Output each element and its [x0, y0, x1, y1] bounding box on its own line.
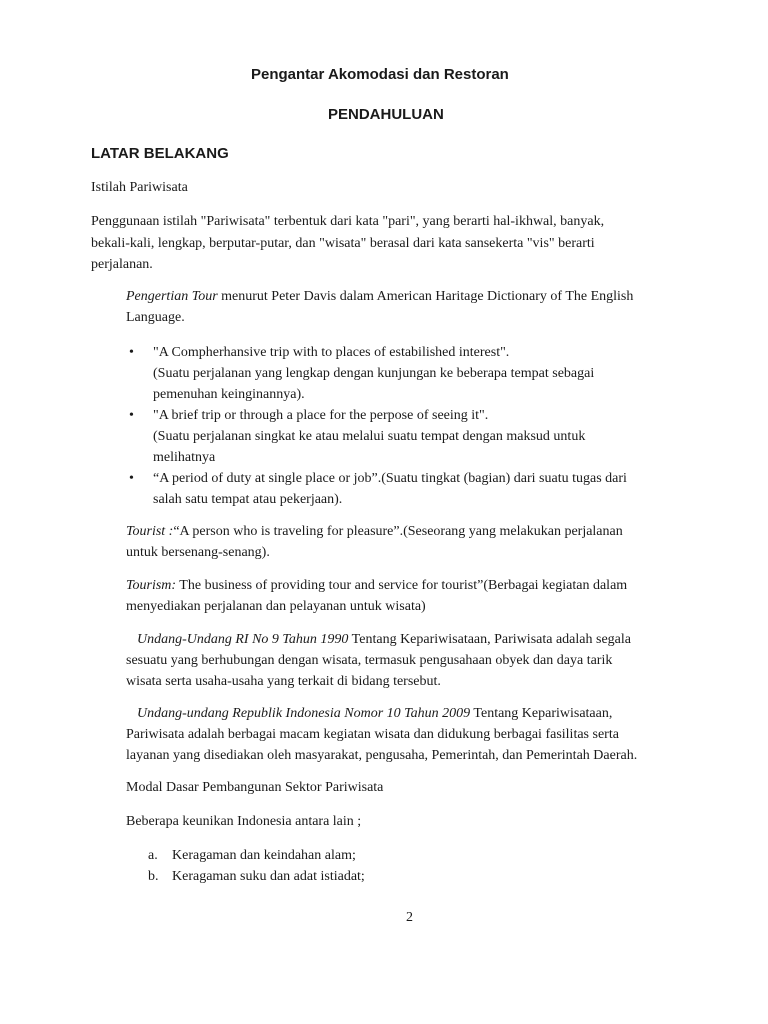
- uu-1990-term: Undang-Undang RI No 9 Tahun 1990: [137, 632, 349, 647]
- list-letter-b: b.: [148, 869, 159, 884]
- bullet-3-line-2: salah satu tempat atau pekerjaan).: [153, 492, 343, 507]
- list-letter-a: a.: [148, 848, 158, 863]
- bullet-1-line-2: (Suatu perjalanan yang lengkap dengan kunjungan ke beberapa tempat sebagai: [153, 366, 595, 381]
- uu-2009-line-1: [137, 703, 612, 724]
- bullet-3-symbol: •: [129, 471, 134, 486]
- section-heading: LATAR BELAKANG: [91, 145, 229, 162]
- tour-term: Pengertian Tour: [126, 289, 218, 304]
- keunikan-intro: Beberapa keunikan Indonesia antara lain ;: [126, 814, 362, 829]
- bullet-1-line-3: pemenuhan keinginannya).: [153, 387, 305, 402]
- document-subtitle: PENDAHULUAN: [328, 106, 444, 123]
- document-title: Pengantar Akomodasi dan Restoran: [251, 66, 509, 83]
- intro-line-3: perjalanan.: [91, 257, 153, 272]
- page-number: 2: [406, 910, 413, 925]
- bullet-1-symbol: •: [129, 345, 134, 360]
- tourist-definition-text: “A person who is traveling for pleasure”.(Seseorang yang melakukan perjalanan: [173, 524, 623, 539]
- tour-definition-line-2: Language.: [126, 310, 185, 325]
- uu-1990-line-1: [137, 629, 631, 650]
- tourism-definition-line-2: menyediakan perjalanan dan pelayanan untuk wisata): [126, 599, 426, 614]
- bullet-2-symbol: •: [129, 408, 134, 423]
- uu-2009-term: Undang-undang Republik Indonesia Nomor 10 Tahun 2009: [137, 706, 471, 721]
- tour-definition-line-1: [126, 286, 633, 307]
- bullet-2-line-3: melihatnya: [153, 450, 216, 465]
- bullet-2-line-1: "A brief trip or through a place for the perpose of seeing it".: [153, 408, 489, 423]
- modal-heading: Modal Dasar Pembangunan Sektor Pariwisata: [126, 780, 384, 795]
- uu-1990-text: Tentang Kepariwisataan, Pariwisata adalah segala: [348, 632, 631, 647]
- intro-line-2: bekali-kali, lengkap, berputar-putar, dan "wisata" berasal dari kata sansekerta "vis" berarti: [91, 236, 595, 251]
- list-item-a: Keragaman dan keindahan alam;: [172, 848, 356, 863]
- uu-1990-line-3: wisata serta usaha-usaha yang terkait di bidang tersebut.: [126, 674, 441, 689]
- uu-2009-line-2: Pariwisata adalah berbagai macam kegiatan wisata dan didukung berbagai fasilitas serta: [126, 727, 619, 742]
- bullet-2-line-2: (Suatu perjalanan singkat ke atau melalui suatu tempat dengan maksud untuk: [153, 429, 586, 444]
- bullet-1-line-1: "A Compherhansive trip with to places of estabilished interest".: [153, 345, 510, 360]
- list-item-b: Keragaman suku dan adat istiadat;: [172, 869, 365, 884]
- tour-definition-text: menurut Peter Davis dalam American Haritage Dictionary of The English: [217, 289, 634, 304]
- tourist-definition-line-1: [126, 521, 623, 542]
- uu-2009-line-3: layanan yang disediakan oleh masyarakat, pengusaha, Pemerintah, dan Pemerintah Daerah.: [126, 748, 638, 763]
- uu-1990-line-2: sesuatu yang berhubungan dengan wisata, termasuk pengusahaan obyek dan daya tarik: [126, 653, 613, 668]
- sub-heading: Istilah Pariwisata: [91, 180, 188, 195]
- tourism-term: Tourism:: [126, 578, 177, 593]
- tourism-definition-text: The business of providing tour and service for tourist”(Berbagai kegiatan dalam: [176, 578, 628, 593]
- tourism-definition-line-1: [126, 575, 627, 596]
- tourist-definition-line-2: untuk bersenang-senang).: [126, 545, 270, 560]
- uu-2009-text: Tentang Kepariwisataan,: [470, 706, 613, 721]
- intro-line-1: Penggunaan istilah "Pariwisata" terbentuk dari kata "pari", yang berarti hal-ikhwal, banyak,: [91, 214, 605, 229]
- bullet-3-line-1: “A period of duty at single place or job”.(Suatu tingkat (bagian) dari suatu tugas dari: [153, 471, 627, 486]
- tourist-term: Tourist :: [126, 524, 174, 539]
